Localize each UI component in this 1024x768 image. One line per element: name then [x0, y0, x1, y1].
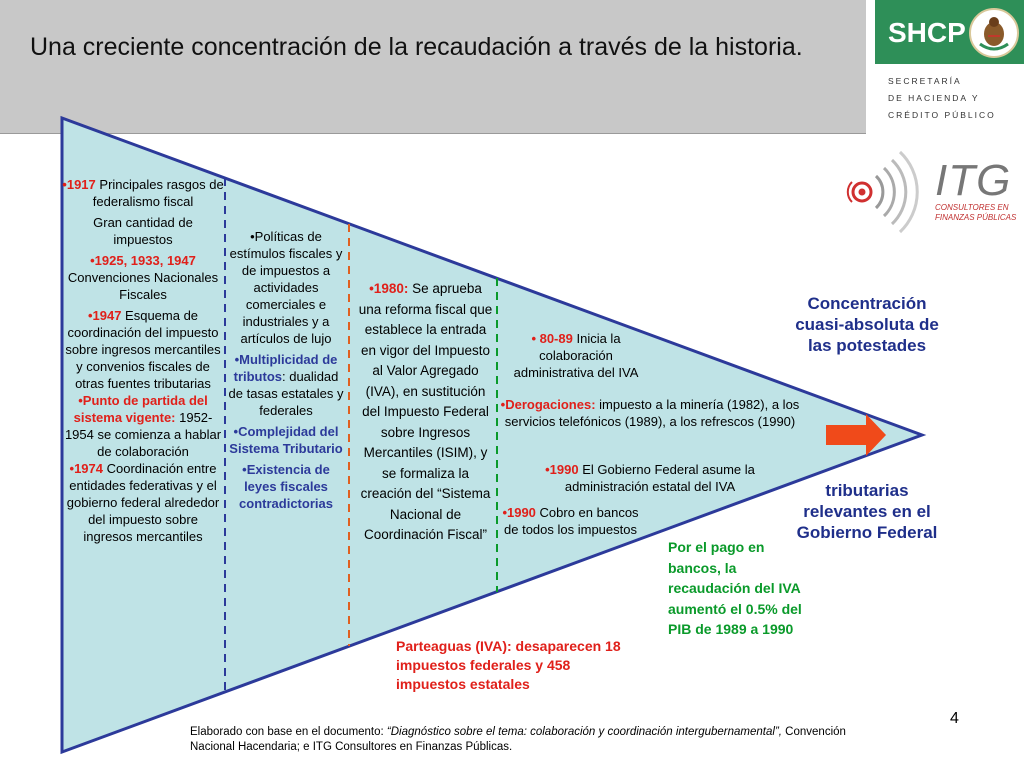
itg-sub-line-1: CONSULTORES EN — [935, 203, 1009, 212]
label-multiplicidad: •Multiplicidad de tributos — [233, 352, 338, 384]
label-existencia: •Existencia de leyes fiscales contradictorias — [239, 462, 333, 511]
shcp-logo-text: SHCP — [888, 17, 966, 48]
text-derogaciones: impuesto a la minería (1982), a los servicios telefónicos (1989), a los refrescos (1990) — [504, 397, 800, 429]
shcp-line-3: CRÉDITO PÚBLICO — [888, 110, 996, 120]
source-note — [190, 725, 850, 755]
text-1974: Coordinación entre entidades federativas y el gobierno federal alrededor del impuesto sobre ingresos mercantiles — [66, 461, 220, 544]
year-80-89: • 80-89 — [531, 331, 573, 346]
year-1990a: •1990 — [545, 462, 579, 477]
source-document: “Diagnóstico sobre el tema: colaboración y coordinación intergubernamental”, — [386, 726, 782, 738]
text-1917: Principales rasgos de federalismo fiscal — [92, 177, 224, 209]
text-1980: Se aprueba una reforma fiscal que establece la entrada en vigor del Impuesto al Valor Agregado (IVA), en sustitución del Impuesto Federal sobre Ingresos Mercantiles (ISIM), y se formaliza la creación del “Sistema Nacional de Coordinación Fiscal” — [358, 281, 493, 542]
shcp-line-1: SECRETARÍA — [888, 76, 962, 86]
parteaguas-note: Parteaguas (IVA): desaparecen 18 impuestos federales y 458 impuestos estatales — [396, 638, 621, 692]
green-note: Por el pago en bancos, la recaudación del IVA aumentó el 0.5% del PIB de 1989 a 1990 — [668, 539, 802, 637]
text-80-89: Inicia la colaboración administrativa del IVA — [513, 331, 639, 380]
column-2 — [226, 228, 346, 512]
item-derogaciones — [500, 396, 800, 430]
itg-sub-line-2: FINANZAS PÚBLICAS — [935, 213, 1017, 222]
year-1974: •1974 — [69, 461, 103, 476]
label-derogaciones: •Derogaciones: — [500, 397, 596, 412]
item-1990a — [510, 461, 790, 495]
text-1925: Convenciones Nacionales Fiscales — [67, 270, 219, 302]
source-prefix: Elaborado con base en el documento: — [190, 726, 387, 738]
text-1990b: Cobro en bancos de todos los impuestos — [504, 505, 639, 537]
year-1917: •1917 — [62, 177, 96, 192]
column-3 — [358, 279, 493, 546]
year-1990b: •1990 — [502, 505, 536, 520]
year-1947: •1947 — [87, 308, 122, 323]
source-suffix: Convención Nacional Hacendaria; e ITG Consultores en Finanzas Públicas. — [190, 726, 846, 753]
text-gran-cantidad: Gran cantidad de impuestos — [93, 215, 193, 247]
label-complejidad: •Complejidad del Sistema Tributario — [229, 424, 343, 456]
tributarias-label: tributarias relevantes en el Gobierno Federal — [796, 481, 938, 542]
text-politicas: •Políticas de estímulos fiscales y de impuestos a actividades comerciales e industriales y a artículos de lujo — [229, 229, 343, 346]
shcp-line-2: DE HACIENDA Y — [888, 93, 980, 103]
slide-title: Una creciente concentración de la recaudación a través de la historia. — [30, 33, 803, 61]
punto-partida: •Punto de partida del sistema vigente: — [73, 393, 208, 425]
text-1990a: El Gobierno Federal asume la administración estatal del IVA — [564, 462, 755, 494]
text-1947: Esquema de coordinación del impuesto sobre ingresos mercantiles y convenios fiscales de otras fuentes tributarias — [65, 308, 221, 391]
item-1990b — [498, 504, 643, 538]
year-1980: •1980: — [369, 281, 409, 296]
column-1 — [62, 176, 224, 545]
item-80-89 — [498, 330, 654, 381]
concentracion-label: Concentración cuasi-absoluta de las potestades — [795, 294, 939, 355]
itg-logo-text: ITG — [935, 156, 1012, 205]
text-1952: 1952-1954 se comienza a hablar de colaboración — [64, 410, 222, 459]
year-1925: •1925, 1933, 1947 — [90, 253, 196, 268]
page-number: 4 — [950, 710, 959, 727]
text-multiplicidad: : dualidad de tasas estatales y federales — [228, 369, 344, 418]
